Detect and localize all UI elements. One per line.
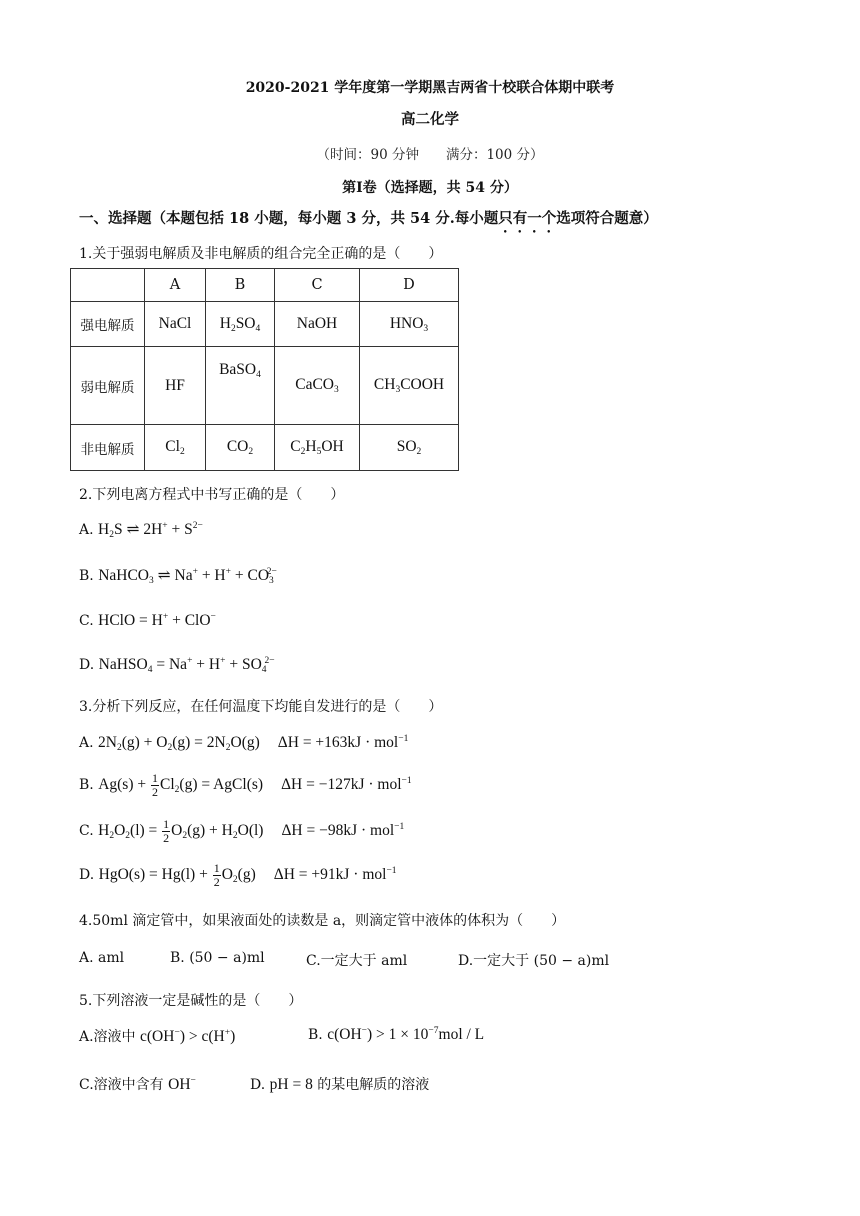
table-cell: CaCO$_3$ (275, 347, 360, 425)
table-corner (71, 269, 145, 302)
q3-option-b: B. Ag(s) + $\frac{1}{2}$ $Cl_2(g)$ = AgCl(s) ΔH = −127kJ · mol$^{-1}$ (79, 771, 412, 799)
q3-option-d: D. HgO(s) = Hg(l) + $\frac{1}{2}$ $O_2(g) \Delta H = +91kJ \cdot mol^{-1}$ (79, 861, 397, 889)
question-1-stem: 1.关于强弱电解质及非电解质的组合完全正确的是（ ） (79, 246, 443, 262)
exam-title: 2020-2021 学年度第一学期黑吉两省十校联合体期中联考 (245, 80, 615, 96)
table-cell: $Cl_2$ (145, 425, 206, 471)
q5-option-d: D. pH = 8 的某电解质的溶液 (250, 1076, 430, 1093)
table-cell: $HNO_3$ (360, 302, 459, 347)
col-header-a: A (145, 269, 206, 302)
question-4-stem: 4.50ml 滴定管中，如果液面处的读数是 a，则滴定管中液体的体积为（ ） (79, 913, 566, 929)
q2-option-b: B. NaHCO$_3$ ⇌ $Na^+ + H^+ + CO_3^{2-}$ (79, 567, 277, 586)
emphasis-text: 只有一个 (498, 210, 557, 227)
table-cell: $H_2SO_4$ (206, 302, 275, 347)
electrolyte-table (70, 268, 459, 471)
subject-title: 高二化学 (401, 111, 459, 128)
q5-option-b: B. $c(OH^-) > 1 \times 10^{-7}mol / L$ (308, 1026, 485, 1043)
table-cell: $CO_2$ (206, 425, 275, 471)
part-heading: 第Ⅰ卷（选择题，共 54 分） (342, 180, 518, 196)
q4-option-a: A. aml (79, 950, 125, 966)
row-label-weak: 弱电解质 (71, 347, 145, 425)
q3-option-a: A. $2N_2(g) + O_2(g) = 2N_2O(g) \Delta H = +163kJ \cdot mol^{-1}$ (79, 734, 409, 753)
table-cell: HF (145, 347, 206, 425)
q4-option-c: C.一定大于 aml (306, 953, 408, 969)
table-cell: NaOH (275, 302, 360, 347)
question-5-stem: 5.下列溶液一定是碱性的是（ ） (79, 993, 303, 1009)
row-label-non: 非电解质 (71, 425, 145, 471)
q2-option-d: D. NaHSO$_4$ = $Na^+ + H^+ + SO_4^{2-}$ (79, 656, 275, 675)
table-cell: $CH_3COOH$ (360, 347, 459, 425)
question-2-stem: 2.下列电离方程式中书写正确的是（ ） (79, 487, 345, 503)
q2-option-c: C. HClO = H+ + ClO− (79, 612, 216, 629)
q5-option-c: C.溶液中含有 OH− (79, 1076, 196, 1093)
question-3-stem: 3.分析下列反应，在任何温度下均能自发进行的是（ ） (79, 699, 443, 715)
q3-option-c: C. $H_2O_2(l)$ = $\frac{1}{2}$ $O_2(g) + H_2O(l) \Delta H = -98kJ \cdot mol^{-1}$ (79, 817, 405, 845)
col-header-c: C (275, 269, 360, 302)
table-cell: BaSO$_4$ (206, 347, 275, 425)
row-label-strong: 强电解质 (71, 302, 145, 347)
col-header-d: D (360, 269, 459, 302)
q2-option-a: A. $H_2S$ ⇌ $2H^+ + S^{2-}$ (79, 521, 203, 540)
q5-option-a: A.溶液中 c(OH−) > c(H+) (79, 1028, 236, 1045)
section-heading: 一、选择题（本题包括 18 小题，每小题 3 分，共 54 分.每小题只有一个选项符合题意） (79, 210, 658, 227)
table-cell: $SO_2$ (360, 425, 459, 471)
time-info: （时间：90 分钟 满分：100 分） (316, 147, 544, 163)
table-cell: $C_2H_5OH$ (275, 425, 360, 471)
col-header-b: B (206, 269, 275, 302)
q4-option-b: B. (50 − a)ml (170, 950, 265, 966)
q4-option-d: D.一定大于 (50 − a)ml (458, 953, 610, 969)
table-cell: NaCl (145, 302, 206, 347)
